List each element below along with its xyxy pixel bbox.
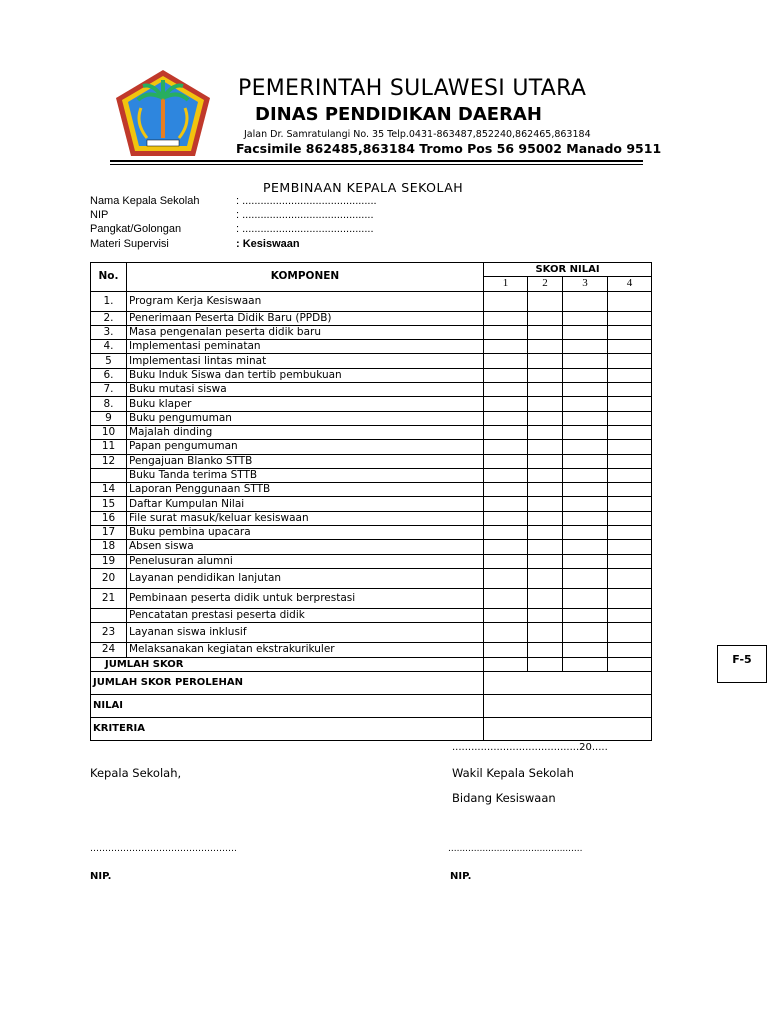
row-komponen: Papan pengumuman <box>127 440 484 454</box>
row-number: 8. <box>91 397 127 411</box>
table-row <box>91 540 652 554</box>
score-cell-4[interactable] <box>608 588 652 608</box>
row-komponen: Buku klaper <box>127 397 484 411</box>
score-cell-2[interactable] <box>528 468 563 482</box>
score-cell-1[interactable] <box>484 368 528 382</box>
score-cell-3[interactable] <box>563 325 608 339</box>
table-row <box>91 291 652 311</box>
table-row <box>91 511 652 525</box>
score-cell-1[interactable] <box>484 526 528 540</box>
row-number <box>91 468 127 482</box>
jumlah-skor-cell-1[interactable] <box>484 657 528 671</box>
row-number: 10 <box>91 425 127 439</box>
table-row <box>91 440 652 454</box>
sign-right-title: Wakil Kepala Sekolah <box>452 766 574 780</box>
score-cell-3[interactable] <box>563 568 608 588</box>
score-cell-1[interactable] <box>484 340 528 354</box>
score-cell-2[interactable] <box>528 440 563 454</box>
form-code-box: F-5 <box>717 645 767 683</box>
header-government: PEMERINTAH SULAWESI UTARA <box>238 76 587 101</box>
score-cell-4[interactable] <box>608 623 652 643</box>
score-cell-2[interactable] <box>528 354 563 368</box>
header-rule-thin <box>110 164 643 165</box>
table-row <box>91 325 652 339</box>
summary-row <box>91 717 652 740</box>
info-label-nip: NIP <box>90 209 109 221</box>
score-cell-1[interactable] <box>484 554 528 568</box>
row-komponen: Implementasi lintas minat <box>127 354 484 368</box>
score-cell-1[interactable] <box>484 643 528 657</box>
row-komponen: Majalah dinding <box>127 425 484 439</box>
score-cell-3[interactable] <box>563 397 608 411</box>
score-cell-4[interactable] <box>608 568 652 588</box>
score-cell-3[interactable] <box>563 588 608 608</box>
header-skor-nilai: SKOR NILAI <box>484 263 652 277</box>
info-label-pangkat: Pangkat/Golongan <box>90 223 182 235</box>
row-komponen: Laporan Penggunaan STTB <box>127 483 484 497</box>
score-cell-2[interactable] <box>528 291 563 311</box>
score-cell-2[interactable] <box>528 454 563 468</box>
summary-label: KRITERIA <box>91 717 484 740</box>
score-cell-3[interactable] <box>563 554 608 568</box>
row-komponen: Melaksanakan kegiatan ekstrakurikuler <box>127 643 484 657</box>
jumlah-skor-cell-3[interactable] <box>563 657 608 671</box>
score-cell-2[interactable] <box>528 623 563 643</box>
score-cell-4[interactable] <box>608 440 652 454</box>
score-cell-3[interactable] <box>563 526 608 540</box>
header-no: No. <box>91 263 127 292</box>
table-row <box>91 383 652 397</box>
score-cell-3[interactable] <box>563 354 608 368</box>
score-cell-1[interactable] <box>484 354 528 368</box>
score-cell-2[interactable] <box>528 483 563 497</box>
score-cell-3[interactable] <box>563 468 608 482</box>
score-cell-1[interactable] <box>484 311 528 325</box>
score-cell-4[interactable] <box>608 483 652 497</box>
row-number: 4. <box>91 340 127 354</box>
row-number: 14 <box>91 483 127 497</box>
score-cell-3[interactable] <box>563 643 608 657</box>
score-cell-2[interactable] <box>528 411 563 425</box>
summary-row <box>91 671 652 694</box>
score-cell-4[interactable] <box>608 325 652 339</box>
document-title: PEMBINAAN KEPALA SEKOLAH <box>263 180 464 195</box>
score-cell-2[interactable] <box>528 383 563 397</box>
score-cell-4[interactable] <box>608 354 652 368</box>
table-row <box>91 397 652 411</box>
row-number: 15 <box>91 497 127 511</box>
score-header-2: 2 <box>528 277 563 291</box>
row-number: 6. <box>91 368 127 382</box>
score-cell-4[interactable] <box>608 368 652 382</box>
score-cell-4[interactable] <box>608 526 652 540</box>
row-komponen: Pengajuan Blanko STTB <box>127 454 484 468</box>
row-number: 9 <box>91 411 127 425</box>
score-cell-3[interactable] <box>563 291 608 311</box>
score-cell-2[interactable] <box>528 588 563 608</box>
score-cell-3[interactable] <box>563 511 608 525</box>
score-cell-4[interactable] <box>608 468 652 482</box>
score-cell-4[interactable] <box>608 497 652 511</box>
score-cell-2[interactable] <box>528 368 563 382</box>
row-number: 2. <box>91 311 127 325</box>
table-row <box>91 468 652 482</box>
row-number: 12 <box>91 454 127 468</box>
score-cell-3[interactable] <box>563 383 608 397</box>
score-cell-2[interactable] <box>528 397 563 411</box>
score-cell-1[interactable] <box>484 425 528 439</box>
score-cell-2[interactable] <box>528 554 563 568</box>
score-cell-2[interactable] <box>528 643 563 657</box>
row-komponen: Penelusuran alumni <box>127 554 484 568</box>
table-row <box>91 623 652 643</box>
row-komponen: Buku mutasi siswa <box>127 383 484 397</box>
score-cell-4[interactable] <box>608 540 652 554</box>
score-cell-2[interactable] <box>528 511 563 525</box>
score-cell-1[interactable] <box>484 623 528 643</box>
score-cell-4[interactable] <box>608 425 652 439</box>
row-komponen: Pencatatan prestasi peserta didik <box>127 608 484 622</box>
score-cell-3[interactable] <box>563 411 608 425</box>
row-komponen: Pembinaan peserta didik untuk berprestasi <box>127 588 484 608</box>
summary-value-cell[interactable] <box>484 671 652 694</box>
info-value-nip: : ........................................... <box>236 209 374 221</box>
score-cell-4[interactable] <box>608 643 652 657</box>
row-komponen: Buku pengumuman <box>127 411 484 425</box>
info-value-materi: : Kesiswaan <box>236 238 300 250</box>
date-line: ........................................20..... <box>452 742 608 753</box>
info-value-nama: : ............................................ <box>236 195 377 207</box>
row-komponen: Buku Tanda terima STTB <box>127 468 484 482</box>
row-komponen: Layanan siswa inklusif <box>127 623 484 643</box>
score-cell-4[interactable] <box>608 291 652 311</box>
provincial-emblem-logo <box>113 68 213 158</box>
row-number: 7. <box>91 383 127 397</box>
table-row <box>91 483 652 497</box>
row-number: 17 <box>91 526 127 540</box>
score-cell-1[interactable] <box>484 511 528 525</box>
score-cell-4[interactable] <box>608 340 652 354</box>
score-cell-4[interactable] <box>608 383 652 397</box>
score-cell-1[interactable] <box>484 411 528 425</box>
table-header-row <box>91 263 652 277</box>
row-komponen: Implementasi peminatan <box>127 340 484 354</box>
score-cell-3[interactable] <box>563 425 608 439</box>
jumlah-skor-cell-2[interactable] <box>528 657 563 671</box>
summary-value-cell[interactable] <box>484 717 652 740</box>
table-row <box>91 526 652 540</box>
score-cell-1[interactable] <box>484 608 528 622</box>
row-number: 3. <box>91 325 127 339</box>
info-label-nama: Nama Kepala Sekolah <box>90 195 200 207</box>
table-row <box>91 311 652 325</box>
jumlah-skor-row <box>91 657 652 671</box>
table-row <box>91 425 652 439</box>
row-number: 24 <box>91 643 127 657</box>
sign-left-dots: …………………………………………. <box>90 844 237 854</box>
table-row <box>91 643 652 657</box>
score-cell-1[interactable] <box>484 383 528 397</box>
score-cell-1[interactable] <box>484 468 528 482</box>
score-cell-3[interactable] <box>563 623 608 643</box>
row-komponen: Daftar Kumpulan Nilai <box>127 497 484 511</box>
score-cell-2[interactable] <box>528 568 563 588</box>
table-row <box>91 368 652 382</box>
assessment-table <box>90 262 652 741</box>
score-cell-2[interactable] <box>528 425 563 439</box>
score-cell-4[interactable] <box>608 608 652 622</box>
score-cell-1[interactable] <box>484 397 528 411</box>
score-header-1: 1 <box>484 277 528 291</box>
info-label-materi: Materi Supervisi <box>90 238 169 250</box>
score-cell-4[interactable] <box>608 454 652 468</box>
summary-label: JUMLAH SKOR PEROLEHAN <box>91 671 484 694</box>
row-komponen: Absen siswa <box>127 540 484 554</box>
score-cell-3[interactable] <box>563 340 608 354</box>
score-cell-1[interactable] <box>484 291 528 311</box>
row-komponen: Buku Induk Siswa dan tertib pembukuan <box>127 368 484 382</box>
row-komponen: Program Kerja Kesiswaan <box>127 291 484 311</box>
sign-left-nip: NIP. <box>90 871 112 882</box>
row-number: 23 <box>91 623 127 643</box>
table-row <box>91 568 652 588</box>
score-cell-3[interactable] <box>563 454 608 468</box>
summary-value-cell[interactable] <box>484 694 652 717</box>
row-number <box>91 608 127 622</box>
row-number: 18 <box>91 540 127 554</box>
row-komponen: Buku pembina upacara <box>127 526 484 540</box>
score-cell-3[interactable] <box>563 540 608 554</box>
score-cell-3[interactable] <box>563 497 608 511</box>
row-number: 16 <box>91 511 127 525</box>
score-cell-3[interactable] <box>563 311 608 325</box>
header-facsimile: Facsimile 862485,863184 Tromo Pos 56 95002 Manado 9511 <box>236 141 662 156</box>
score-cell-2[interactable] <box>528 340 563 354</box>
table-row <box>91 411 652 425</box>
score-cell-1[interactable] <box>484 588 528 608</box>
jumlah-skor-label: JUMLAH SKOR <box>91 657 484 671</box>
table-row <box>91 554 652 568</box>
row-number: 21 <box>91 588 127 608</box>
score-cell-2[interactable] <box>528 311 563 325</box>
summary-label: NILAI <box>91 694 484 717</box>
table-row <box>91 354 652 368</box>
score-cell-1[interactable] <box>484 483 528 497</box>
score-cell-2[interactable] <box>528 526 563 540</box>
score-cell-2[interactable] <box>528 608 563 622</box>
sign-right-nip: NIP. <box>450 871 472 882</box>
row-komponen: Penerimaan Peserta Didik Baru (PPDB) <box>127 311 484 325</box>
score-cell-1[interactable] <box>484 454 528 468</box>
table-row <box>91 497 652 511</box>
row-number: 19 <box>91 554 127 568</box>
row-number: 1. <box>91 291 127 311</box>
row-number: 20 <box>91 568 127 588</box>
row-komponen: File surat masuk/keluar kesiswaan <box>127 511 484 525</box>
score-cell-4[interactable] <box>608 511 652 525</box>
score-cell-1[interactable] <box>484 540 528 554</box>
score-cell-4[interactable] <box>608 311 652 325</box>
score-cell-2[interactable] <box>528 540 563 554</box>
table-row <box>91 588 652 608</box>
score-cell-3[interactable] <box>563 483 608 497</box>
sign-left-title: Kepala Sekolah, <box>90 766 182 780</box>
table-row <box>91 608 652 622</box>
sign-right-title2: Bidang Kesiswaan <box>452 791 556 805</box>
score-cell-3[interactable] <box>563 608 608 622</box>
table-row <box>91 340 652 354</box>
info-value-pangkat: : ........................................... <box>236 223 374 235</box>
header-address: Jalan Dr. Samratulangi No. 35 Telp.0431-863487,852240,862465,863184 <box>244 129 591 140</box>
score-cell-1[interactable] <box>484 440 528 454</box>
score-cell-4[interactable] <box>608 554 652 568</box>
row-komponen: Layanan pendidikan lanjutan <box>127 568 484 588</box>
jumlah-skor-cell-4[interactable] <box>608 657 652 671</box>
summary-row <box>91 694 652 717</box>
score-cell-3[interactable] <box>563 440 608 454</box>
row-komponen: Masa pengenalan peserta didik baru <box>127 325 484 339</box>
score-header-3: 3 <box>563 277 608 291</box>
header-department: DINAS PENDIDIKAN DAERAH <box>255 104 542 125</box>
row-number: 11 <box>91 440 127 454</box>
score-cell-4[interactable] <box>608 411 652 425</box>
header-komponen: KOMPONEN <box>127 263 484 292</box>
score-cell-1[interactable] <box>484 568 528 588</box>
score-cell-2[interactable] <box>528 325 563 339</box>
score-cell-3[interactable] <box>563 368 608 382</box>
score-cell-1[interactable] <box>484 497 528 511</box>
score-header-4: 4 <box>608 277 652 291</box>
score-cell-4[interactable] <box>608 397 652 411</box>
header-rule-thick <box>110 160 643 162</box>
table-row <box>91 454 652 468</box>
score-cell-2[interactable] <box>528 497 563 511</box>
row-number: 5 <box>91 354 127 368</box>
score-cell-1[interactable] <box>484 325 528 339</box>
sign-right-dots: ............................................... <box>448 844 583 854</box>
